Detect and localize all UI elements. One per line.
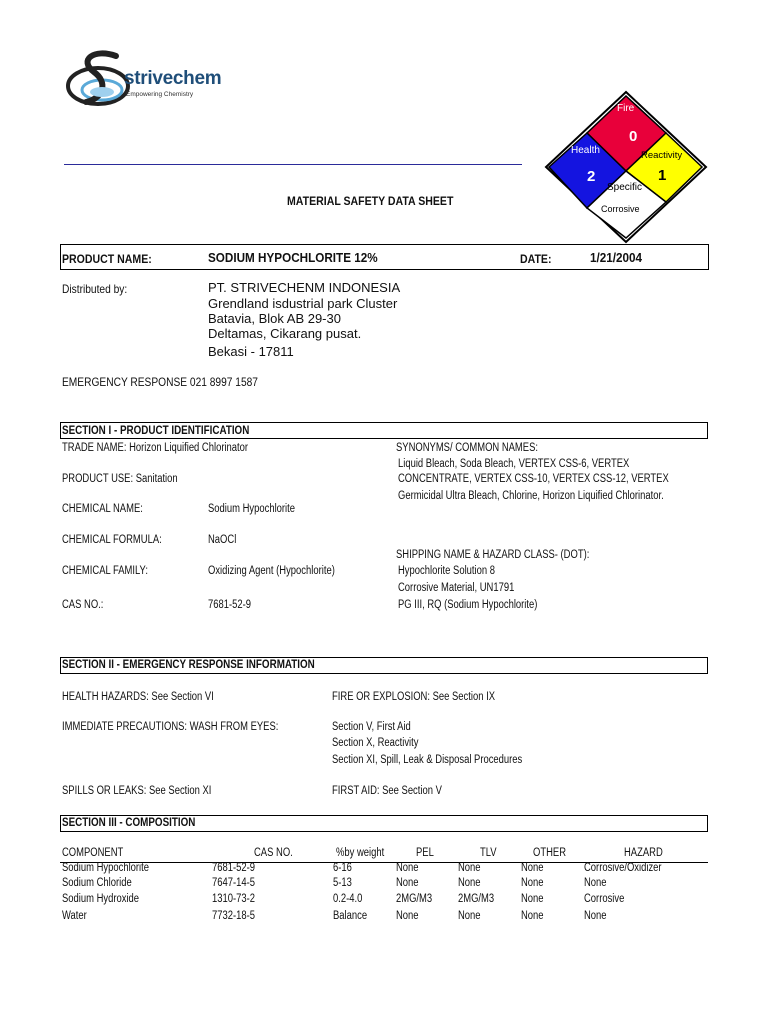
cell-pel: None xyxy=(396,877,419,889)
synonym-line: Liquid Bleach, Soda Bleach, VERTEX CSS-6, VERTEX xyxy=(398,458,630,470)
cell-cas: 7732-18-5 xyxy=(212,910,255,922)
cell-weight: Balance xyxy=(333,910,368,922)
cell-component: Water xyxy=(62,910,87,922)
distributor-line: Batavia, Blok AB 29-30 xyxy=(208,311,341,326)
spills-leaks: SPILLS OR LEAKS: See Section XI xyxy=(62,785,212,797)
col-header-pel: PEL xyxy=(416,847,434,859)
cell-other: None xyxy=(521,877,544,889)
cell-tlv: None xyxy=(458,862,481,874)
cell-hazard: Corrosive/Oxidizer xyxy=(584,862,662,874)
distributed-by-label: Distributed by: xyxy=(62,282,128,296)
col-header-component: COMPONENT xyxy=(62,847,124,859)
date-label: DATE: xyxy=(520,252,552,266)
cas-value: 7681-52-9 xyxy=(208,599,251,611)
distributor-line: PT. STRIVECHENM INDONESIA xyxy=(208,280,401,295)
cell-tlv: None xyxy=(458,910,481,922)
chemical-name-label: CHEMICAL NAME: xyxy=(62,503,143,515)
cell-cas: 7647-14-5 xyxy=(212,877,255,889)
cell-hazard: None xyxy=(584,910,607,922)
cas-label: CAS NO.: xyxy=(62,599,104,611)
product-name-label: PRODUCT NAME: xyxy=(62,252,152,266)
document-title: MATERIAL SAFETY DATA SHEET xyxy=(287,194,454,208)
cell-pel: None xyxy=(396,862,419,874)
logo-tagline: Empowering Chemistry xyxy=(126,91,194,98)
cell-other: None xyxy=(521,893,544,905)
shipping-line: Corrosive Material, UN1791 xyxy=(398,582,515,594)
header-rule xyxy=(64,164,522,165)
cell-weight: 0.2-4.0 xyxy=(333,893,363,905)
synonyms-label: SYNONYMS/ COMMON NAMES: xyxy=(396,442,538,454)
shipping-label: SHIPPING NAME & HAZARD CLASS- (DOT): xyxy=(396,549,590,561)
chemical-name: Sodium Hypochlorite xyxy=(208,503,296,515)
cell-weight: 5-13 xyxy=(333,877,352,889)
cell-component: Sodium Hypochlorite xyxy=(62,862,150,874)
col-header-other: OTHER xyxy=(533,847,567,859)
section-1-title: SECTION I - PRODUCT IDENTIFICATION xyxy=(62,423,250,437)
nfpa-fire-label: Fire xyxy=(617,103,635,114)
cell-pel: None xyxy=(396,910,419,922)
synonym-line: CONCENTRATE, VERTEX CSS-10, VERTEX CSS-12, VERTEX xyxy=(398,473,669,485)
cell-tlv: None xyxy=(458,877,481,889)
first-aid: FIRST AID: See Section V xyxy=(332,785,442,797)
nfpa-fire-value: 0 xyxy=(629,128,638,145)
nfpa-specific-value: Corrosive xyxy=(601,204,640,214)
chemical-formula-label: CHEMICAL FORMULA: xyxy=(62,534,162,546)
cell-hazard: Corrosive xyxy=(584,893,625,905)
emergency-response: EMERGENCY RESPONSE 021 8997 1587 xyxy=(62,375,258,389)
nfpa-reactivity-label: Reactivity xyxy=(641,150,683,161)
cell-cas: 7681-52-9 xyxy=(212,862,255,874)
trade-name: TRADE NAME: Horizon Liquified Chlorinator xyxy=(62,442,249,454)
logo-name: strivechem xyxy=(124,68,222,89)
nfpa-specific-label: Specific xyxy=(607,182,643,193)
health-hazards: HEALTH HAZARDS: See Section VI xyxy=(62,691,214,703)
shipping-line: Hypochlorite Solution 8 xyxy=(398,565,495,577)
col-header-weight: %by weight xyxy=(336,847,385,859)
chemical-formula: NaOCl xyxy=(208,534,237,546)
distributor-line: Deltamas, Cikarang pusat. xyxy=(208,326,362,341)
section-2-title: SECTION II - EMERGENCY RESPONSE INFORMATION xyxy=(62,657,315,671)
chemical-family: Oxidizing Agent (Hypochlorite) xyxy=(208,565,335,577)
distributor-line: Bekasi - 17811 xyxy=(208,344,294,359)
cell-component: Sodium Hydroxide xyxy=(62,893,140,905)
section-ref: Section V, First Aid xyxy=(332,721,411,733)
company-logo xyxy=(64,46,222,116)
cell-tlv: 2MG/M3 xyxy=(458,893,495,905)
cell-cas: 1310-73-2 xyxy=(212,893,255,905)
col-header-hazard: HAZARD xyxy=(624,847,663,859)
distributor-line: Grendland isdustrial park Cluster xyxy=(208,296,398,311)
cell-pel: 2MG/M3 xyxy=(396,893,433,905)
section-ref: Section XI, Spill, Leak & Disposal Procedures xyxy=(332,754,523,766)
product-name: SODIUM HYPOCHLORITE 12% xyxy=(208,250,378,265)
cell-component: Sodium Chloride xyxy=(62,877,132,889)
product-use: PRODUCT USE: Sanitation xyxy=(62,473,178,485)
chemical-family-label: CHEMICAL FAMILY: xyxy=(62,565,148,577)
cell-hazard: None xyxy=(584,877,607,889)
fire-explosion: FIRE OR EXPLOSION: See Section IX xyxy=(332,691,496,703)
nfpa-health-value: 2 xyxy=(587,168,596,185)
col-header-tlv: TLV xyxy=(480,847,497,859)
section-3-title: SECTION III - COMPOSITION xyxy=(62,815,196,829)
date-value: 1/21/2004 xyxy=(590,250,643,265)
col-header-cas: CAS NO. xyxy=(254,847,293,859)
section-ref: Section X, Reactivity xyxy=(332,737,419,749)
cell-other: None xyxy=(521,862,544,874)
synonym-line: Germicidal Ultra Bleach, Chlorine, Horizon Liquified Chlorinator. xyxy=(398,490,664,502)
cell-other: None xyxy=(521,910,544,922)
shipping-line: PG III, RQ (Sodium Hypochlorite) xyxy=(398,599,538,611)
cell-weight: 6-16 xyxy=(333,862,352,874)
nfpa-reactivity-value: 1 xyxy=(658,167,667,184)
immediate-precautions: IMMEDIATE PRECAUTIONS: WASH FROM EYES: xyxy=(62,721,279,733)
nfpa-health-label: Health xyxy=(571,145,600,156)
